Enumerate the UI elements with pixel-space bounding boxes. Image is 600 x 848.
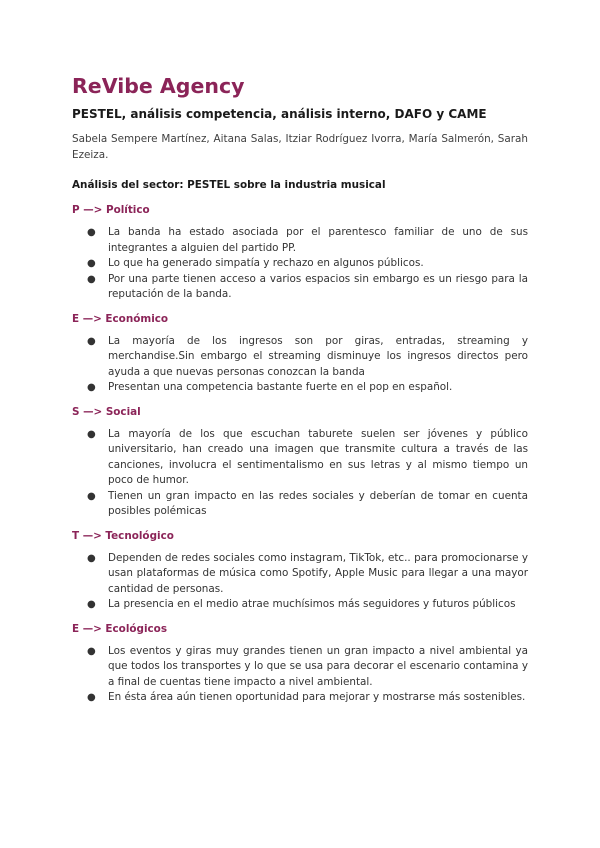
list-item-text: Dependen de redes sociales como instagram, TikTok, etc.. para promocionarse y usan plataformas de música como Spotify, Apple Music para llegar a una mayor cantidad de personas.: [108, 551, 528, 595]
list-item: [87, 690, 528, 706]
bullet-icon: ●: [87, 428, 96, 440]
bullet-icon: ●: [87, 335, 96, 347]
pestel-block: [72, 528, 528, 613]
list-item: [87, 272, 528, 303]
bullet-list: [72, 334, 528, 396]
pestel-block-heading: E —> Económico: [72, 312, 169, 325]
authors-line: Sabela Sempere Martínez, Aitana Salas, Itziar Rodríguez Ivorra, María Salmerón, Sarah Ezeiza.: [72, 133, 528, 161]
list-item-text: Por una parte tienen acceso a varios espacios sin embargo es un riesgo para la reputación de la banda.: [108, 272, 528, 300]
list-item: [87, 334, 528, 381]
list-item-text: En ésta área aún tienen oportunidad para mejorar y mostrarse más sostenibles.: [108, 691, 526, 703]
list-item-text: Tienen un gran impacto en las redes sociales y deberían de tomar en cuenta posibles polémicas: [108, 489, 528, 517]
list-item-text: La presencia en el medio atrae muchísimos más seguidores y futuros públicos: [108, 598, 516, 610]
list-item-text: Presentan una competencia bastante fuerte en el pop en español.: [108, 381, 453, 393]
bullet-icon: ●: [87, 599, 96, 610]
pestel-block-heading: S —> Social: [72, 405, 141, 418]
bullet-icon: ●: [87, 258, 96, 269]
bullet-icon: ●: [87, 382, 96, 393]
list-item-text: Los eventos y giras muy grandes tienen un gran impacto a nivel ambiental ya que todos los transportes y lo que se usa para decorar el escenario contamina y a final de cuentas tiene impacto a nivel ambiental.: [108, 644, 528, 688]
document-subtitle: PESTEL, análisis competencia, análisis interno, DAFO y CAME: [72, 107, 487, 121]
list-item: [87, 644, 528, 691]
bullet-list: [72, 644, 528, 706]
bullet-list: [72, 551, 528, 613]
pestel-blocks: [72, 202, 528, 706]
list-item-text: Lo que ha generado simpatía y rechazo en algunos públicos.: [108, 257, 424, 269]
bullet-icon: ●: [87, 227, 96, 238]
bullet-icon: ●: [87, 552, 96, 564]
bullet-icon: ●: [87, 490, 96, 502]
list-item: [87, 380, 528, 396]
bullet-icon: ●: [87, 273, 96, 285]
bullet-list: [72, 427, 528, 520]
list-item: [87, 551, 528, 598]
list-item: [87, 256, 528, 272]
list-item-text: La banda ha estado asociada por el parentesco familiar de uno de sus integrantes a alguien del partido PP.: [108, 226, 528, 254]
pestel-block: [72, 621, 528, 706]
section-heading: Análisis del sector: PESTEL sobre la industria musical: [72, 179, 386, 191]
pestel-block: [72, 311, 528, 396]
list-item-text: La mayoría de los que escuchan taburete suelen ser jóvenes y público universitario, han creado una imagen que transmite cultura a través de las canciones, involucra el sentimentalismo en sus letras y al mismo tiempo un poco de humor.: [108, 427, 528, 486]
list-item: [87, 427, 528, 489]
pestel-block-heading: T —> Tecnológico: [72, 529, 174, 542]
document-title: ReVibe Agency: [72, 74, 245, 98]
pestel-block: [72, 202, 528, 303]
pestel-block-heading: E —> Ecológicos: [72, 622, 168, 635]
list-item: [87, 597, 528, 613]
pestel-block: [72, 404, 528, 520]
pestel-block-heading: P —> Político: [72, 204, 150, 216]
list-item: [87, 489, 528, 520]
bullet-icon: ●: [87, 692, 96, 703]
bullet-icon: ●: [87, 645, 96, 657]
list-item: [87, 225, 528, 256]
list-item-text: La mayoría de los ingresos son por giras, entradas, streaming y merchandise.Sin embargo el streaming disminuye los ingresos directos pero ayuda a que nuevas personas conozcan la banda: [108, 334, 528, 378]
bullet-list: [72, 225, 528, 303]
